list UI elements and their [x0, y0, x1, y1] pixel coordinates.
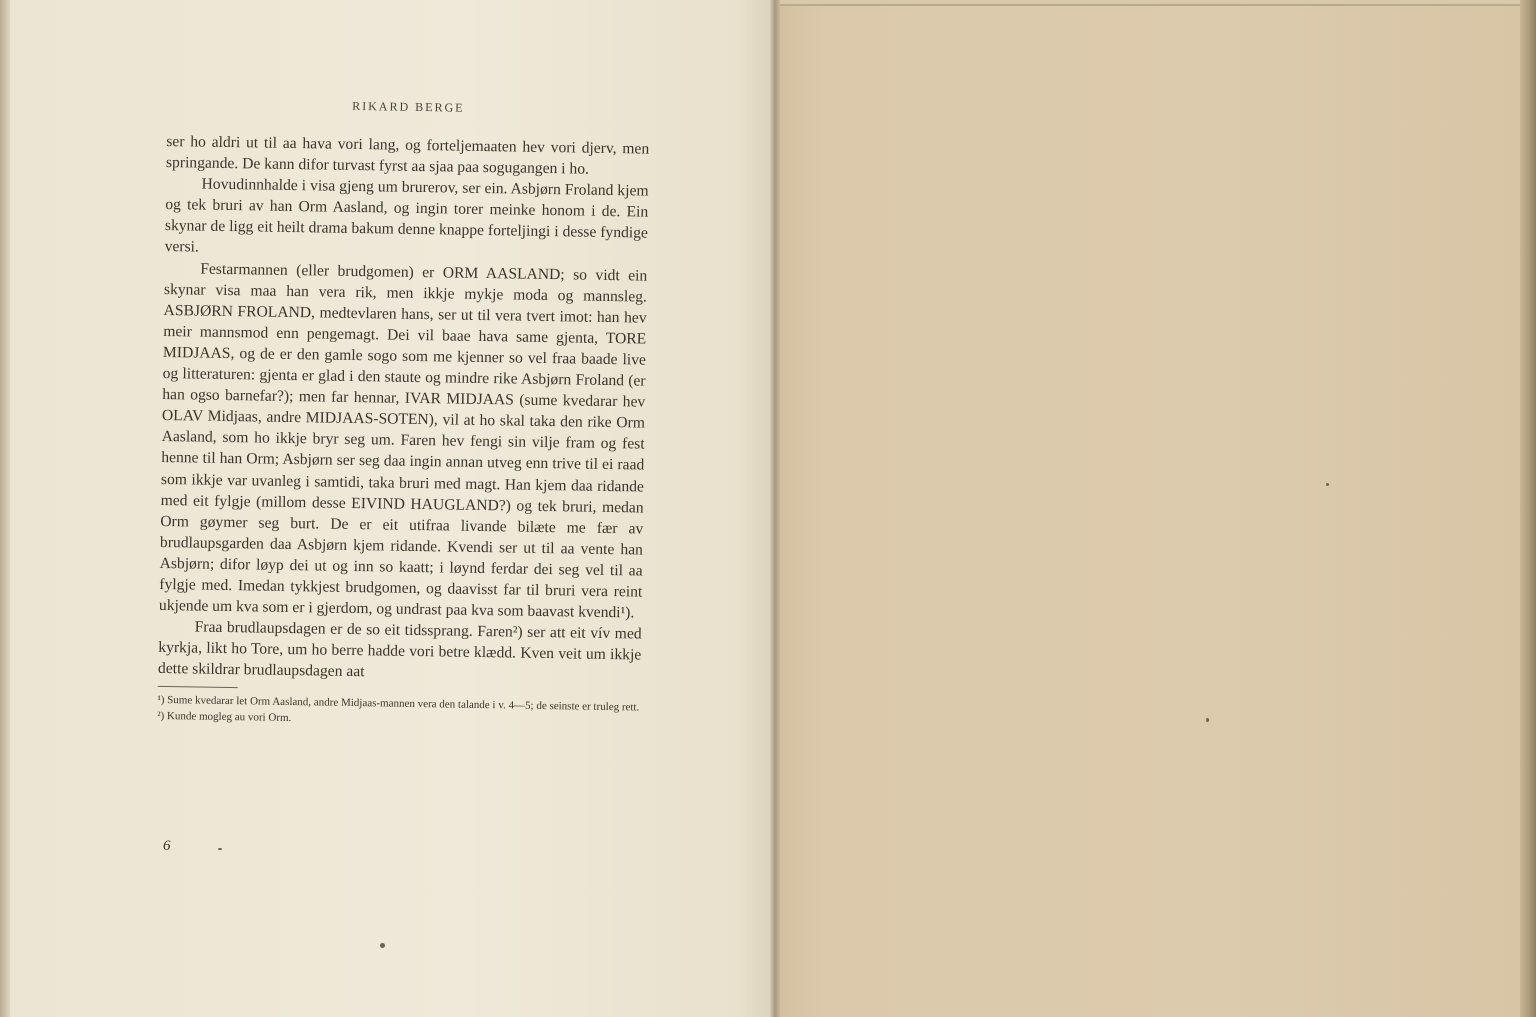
- paragraph: Hovudinnhalde i visa gjeng um brurerov, ser ein. Asbjørn Froland kjem og tek bruri av han Orm Aasland, og ingin torer meinke honom i de. Ein skynar de ligg eit heilt drama bakum denne knappe forteljingi i desse fyndige versi.: [164, 175, 649, 256]
- right-page-blank: [780, 6, 1520, 1017]
- left-page-text-block: [157, 96, 650, 732]
- paragraph: ser ho aldri ut til aa hava vori lang, og forteljemaaten hev vori djerv, men springande. De kann difor turvast fyrst aa sjaa paa sogugangen i ho.: [165, 132, 650, 178]
- book-gutter: [770, 0, 780, 1017]
- paper-speck: [218, 848, 222, 850]
- paper-speck: [1206, 718, 1209, 722]
- body-text: [158, 131, 650, 687]
- footnote: ²) Kunde mogleg au vori Orm.: [157, 710, 292, 725]
- left-page-edge: [0, 0, 10, 1017]
- page-number: 6: [163, 838, 171, 854]
- paragraph: Festarmannen (eller brudgomen) er ORM AASLAND; so vidt ein skynar visa maa han vera rik, men ikkje mykje moda og mannsleg. ASBJØRN FROLAND, medtevlaren hans, ser ut til vera tvert imot: han hev meir mannsmod enn pengemagt. Dei vil baae hava same gjenta, TORE MIDJAAS, og de er den gamle sogo som me kjenner so vel fraa baade live og litteraturen: gjenta er glad i den staute og mindre rike Asbjørn Froland (er han ogso barnefar?); men far hennar, IVAR MIDJAAS (sume kvedarar hev OLAV Midjaas, andre MIDJAAS-SOTEN), vil at ho skal taka den rike Orm Aasland, som ho ikkje bryr seg um. Faren hev fengi sin vilje fram og fest henne til han Orm; Asbjørn ser seg daa ingin annan utveg enn trive til ei raad som ikkje var uvanleg i samtidi, taka bruri med magt. Han kjem daa ridande med eit fylgje (millom desse EIVIND HAUGLAND?) og tek bruri, medan Orm gøymer seg burt. De er eit utifraa livande bilæte me fær av brudlaupsgarden daa Asbjørn kjem ridande. Kvendi ser ut til aa vente han Asbjørn; difor løyp dei ut og inn so kaatt; i løynd ferdar dei seg vel til aa fylgje med. Imedan tykkjest brudgomen, og daavisst far til bruri vera reint ukjende um kva som er i gjerdom, og undrast paa kva som baavast kvendi¹).: [158, 260, 648, 622]
- paragraph: Fraa brudlaupsdagen er de so eit tidssprang. Faren²) ser att eit vív med kyrkja, likt ho Tore, um ho berre hadde vori betre klædd. Kven veit um ikkje dette skildrar brudlaupsdagen aat: [157, 618, 642, 681]
- right-page-edge: [1520, 0, 1536, 1017]
- paper-speck: [1326, 483, 1329, 486]
- footnote: ¹) Sume kvedarar let Orm Aasland, andre Midjaas-mannen vera den talande i v. 4—5; de seinste er truleg rett.: [157, 694, 640, 714]
- paper-speck: [380, 943, 385, 948]
- footnote-divider: [158, 686, 238, 688]
- running-head: RIKARD BERGE: [352, 98, 465, 115]
